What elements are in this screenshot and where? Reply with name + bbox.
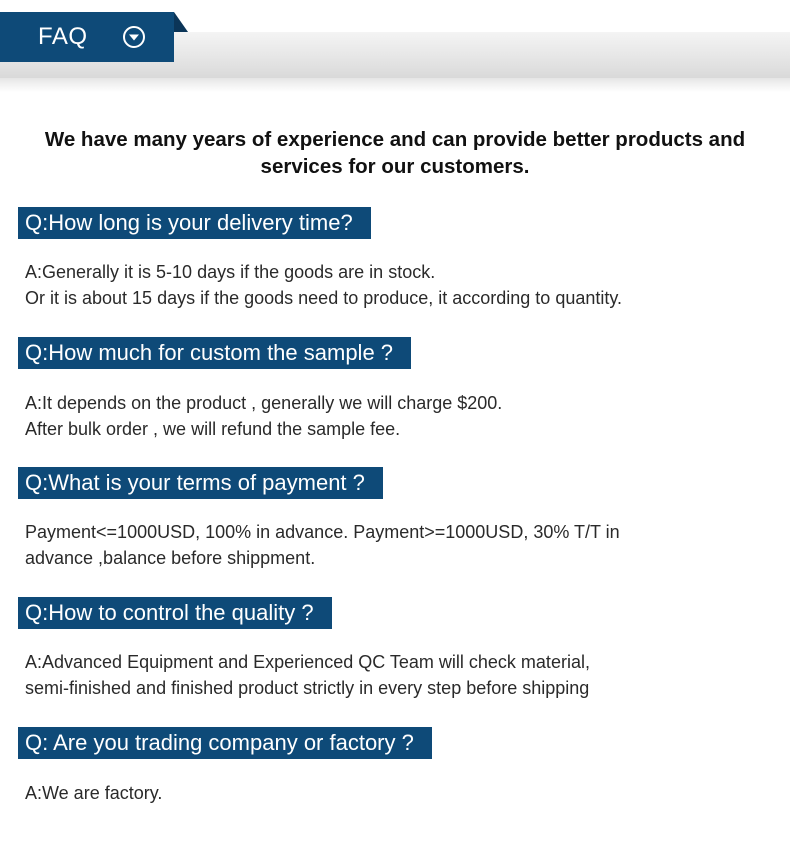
answer-line: A:Generally it is 5-10 days if the goods are in stock. — [25, 262, 436, 282]
faq-question-payment-terms: Q:What is your terms of payment ? — [18, 467, 383, 499]
faq-answer-company-type — [25, 780, 765, 806]
faq-answer-delivery-time — [25, 259, 765, 311]
answer-line: A:It depends on the product , generally we will charge $200. — [25, 393, 503, 413]
faq-question-quality-control: Q:How to control the quality ? — [18, 597, 332, 629]
chevron-down-circle-icon — [122, 25, 146, 49]
intro-line: We have many years of experience and can provide better products and — [44, 128, 746, 151]
faq-answer-payment-terms — [25, 519, 765, 571]
answer-line: A:Advanced Equipment and Experienced QC Team will check material, — [25, 652, 590, 672]
answer-line: advance ,balance before shippment. — [25, 548, 316, 568]
answer-line: A:We are factory. — [25, 783, 163, 803]
faq-answer-sample-cost — [25, 390, 765, 442]
intro-line: services for our customers. — [260, 155, 530, 178]
header-shadow — [0, 78, 790, 92]
faq-question-delivery-time: Q:How long is your delivery time? — [18, 207, 371, 239]
faq-answer-quality-control — [25, 649, 765, 701]
faq-title: FAQ — [38, 23, 88, 50]
answer-line: Payment<=1000USD, 100% in advance. Payment>=1000USD, 30% T/T in — [25, 522, 620, 542]
faq-header — [0, 0, 790, 96]
answer-line: Or it is about 15 days if the goods need to produce, it according to quantity. — [25, 288, 623, 308]
answer-line: semi-finished and finished product strictly in every step before shipping — [25, 678, 590, 698]
answer-line: After bulk order , we will refund the sample fee. — [25, 419, 401, 439]
faq-question-company-type: Q: Are you trading company or factory ? — [18, 727, 432, 759]
faq-question-sample-cost: Q:How much for custom the sample ? — [18, 337, 411, 369]
faq-tab-fold — [174, 12, 188, 32]
intro-statement — [0, 126, 790, 180]
